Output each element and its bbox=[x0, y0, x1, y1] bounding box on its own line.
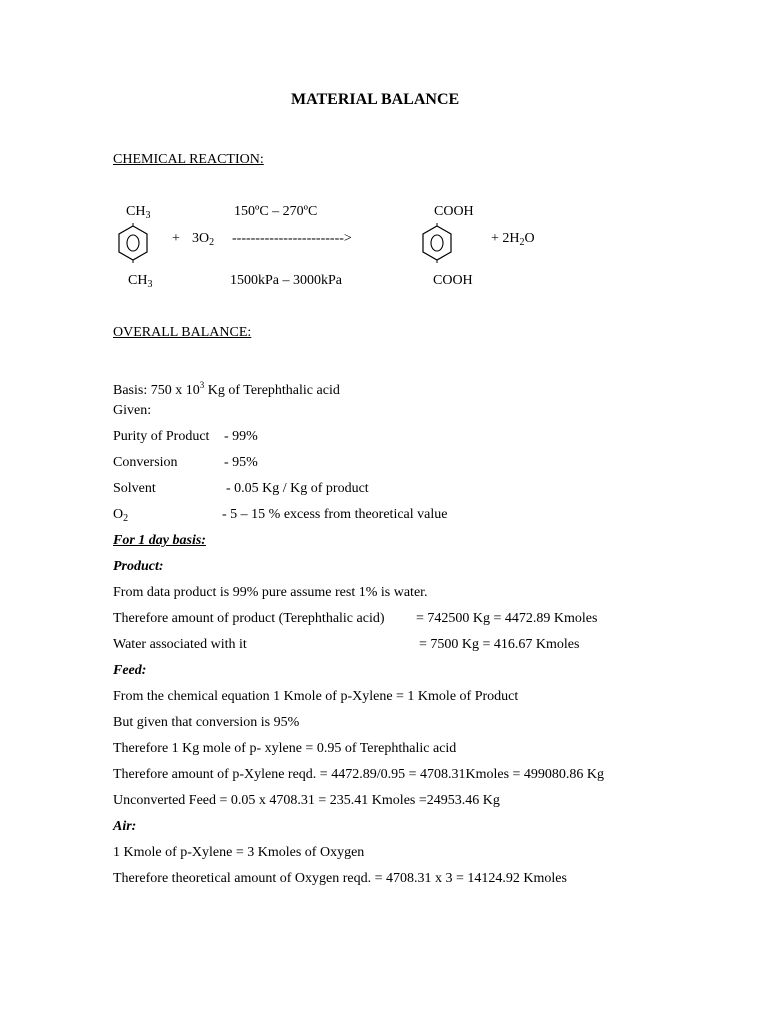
water-associated-value: = 7500 Kg = 416.67 Kmoles bbox=[419, 637, 580, 652]
feed-heading: Feed: bbox=[113, 663, 147, 678]
given-item-label: Conversion bbox=[113, 455, 178, 470]
benzene-ring-icon bbox=[421, 223, 453, 263]
basis-prefix: Basis: 750 x 10 bbox=[113, 383, 200, 398]
oxygen-coefficient: 3O bbox=[192, 231, 210, 246]
feed-line: From the chemical equation 1 Kmole of p-Xylene = 1 Kmole of Product bbox=[113, 689, 519, 704]
oxygen-reactant bbox=[192, 230, 214, 252]
reactant-top-label: CH bbox=[126, 204, 146, 219]
chemical-reaction-heading: CHEMICAL REACTION: bbox=[113, 152, 264, 167]
air-line: Therefore theoretical amount of Oxygen reqd. = 4708.31 x 3 = 14124.92 Kmoles bbox=[113, 871, 567, 886]
product-heading: Product: bbox=[113, 559, 164, 574]
basis-suffix: Kg of Terephthalic acid bbox=[204, 383, 340, 398]
day-basis-heading: For 1 day basis: bbox=[113, 533, 206, 548]
feed-line: Therefore 1 Kg mole of p- xylene = 0.95 of Terephthalic acid bbox=[113, 741, 457, 756]
given-item-value: - 95% bbox=[224, 455, 258, 470]
given-item-value: - 5 – 15 % excess from theoretical value bbox=[222, 507, 448, 522]
given-label: Given: bbox=[113, 403, 152, 418]
reactant-bottom-label: CH bbox=[128, 273, 148, 288]
feed-line: Therefore amount of p-Xylene reqd. = 4472.89/0.95 = 4708.31Kmoles = 499080.86 Kg bbox=[113, 767, 605, 782]
reactant-bottom-group bbox=[128, 272, 152, 294]
plus-sign: + bbox=[172, 231, 180, 246]
water-prefix: + 2H bbox=[491, 231, 520, 246]
given-item-value: - 0.05 Kg / Kg of product bbox=[226, 481, 369, 496]
reactant-top-group bbox=[126, 203, 150, 225]
given-item-label: Purity of Product bbox=[113, 429, 210, 444]
given-item-label bbox=[113, 506, 128, 528]
overall-balance-heading: OVERALL BALANCE: bbox=[113, 325, 252, 340]
air-line: 1 Kmole of p-Xylene = 3 Kmoles of Oxygen bbox=[113, 845, 365, 860]
reaction-pressure: 1500kPa – 3000kPa bbox=[230, 273, 342, 288]
reactant-top-subscript: 3 bbox=[145, 210, 151, 221]
feed-line: But given that conversion is 95% bbox=[113, 715, 300, 730]
reaction-temperature: 150ºC – 270ºC bbox=[234, 204, 318, 219]
water-associated-label: Water associated with it bbox=[113, 637, 247, 652]
product-top-group: COOH bbox=[434, 204, 474, 219]
feed-line: Unconverted Feed = 0.05 x 4708.31 = 235.41 Kmoles =24953.46 Kg bbox=[113, 793, 500, 808]
air-heading: Air: bbox=[113, 819, 137, 834]
page-title: MATERIAL BALANCE bbox=[291, 91, 460, 108]
oxygen-label: O bbox=[113, 507, 124, 522]
product-line: From data product is 99% pure assume rest 1% is water. bbox=[113, 585, 428, 600]
benzene-ring-icon bbox=[117, 223, 149, 263]
product-bottom-group: COOH bbox=[433, 273, 473, 288]
oxygen-subscript: 2 bbox=[209, 237, 215, 248]
basis-line bbox=[113, 376, 340, 400]
product-amount-label: Therefore amount of product (Terephthalic acid) bbox=[113, 611, 385, 626]
given-item-value: - 99% bbox=[224, 429, 258, 444]
water-product bbox=[491, 230, 535, 252]
product-amount-value: = 742500 Kg = 4472.89 Kmoles bbox=[416, 611, 598, 626]
water-subscript: 2 bbox=[519, 237, 525, 248]
reaction-arrow: ------------------------> bbox=[232, 231, 352, 246]
water-suffix: O bbox=[524, 231, 535, 246]
oxygen-label-subscript: 2 bbox=[123, 513, 129, 524]
given-item-label: Solvent bbox=[113, 481, 156, 496]
reactant-bottom-subscript: 3 bbox=[147, 279, 153, 290]
basis-exponent: 3 bbox=[199, 380, 205, 390]
